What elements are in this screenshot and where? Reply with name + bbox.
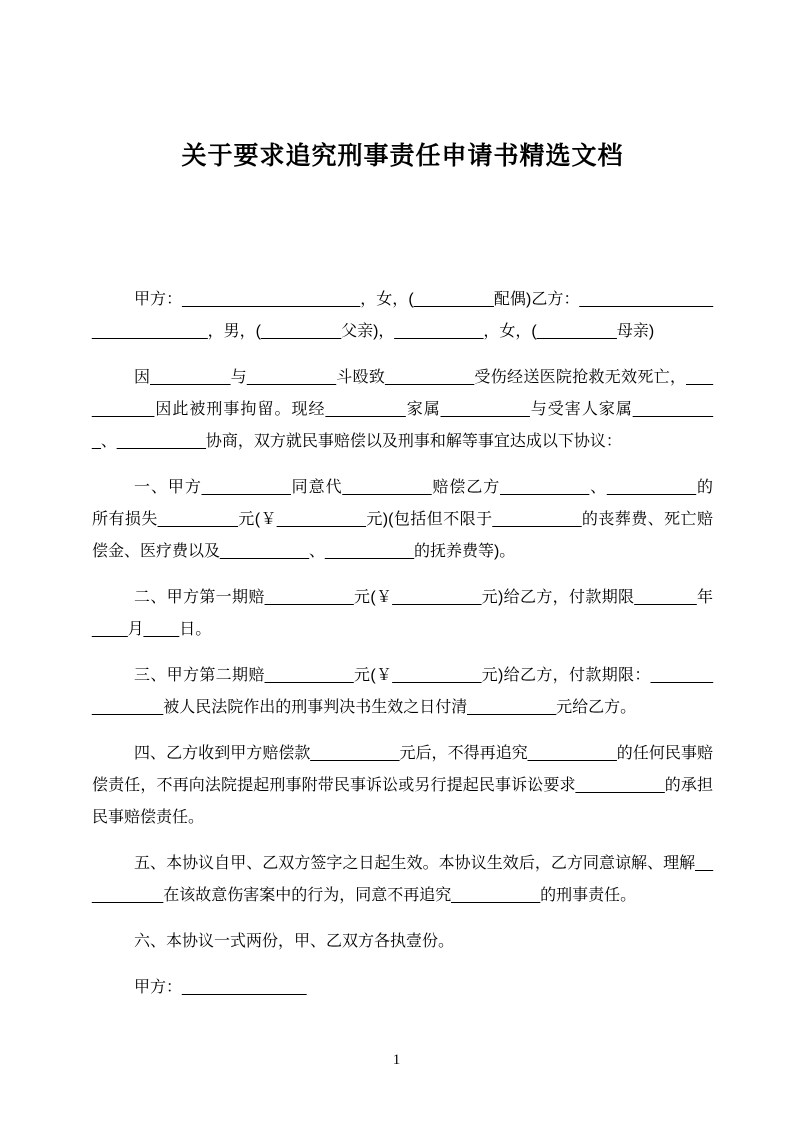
signature-party-a: 甲方：______________ — [134, 979, 307, 996]
paragraph-clause-6: 六、本协议一式两份，甲、乙双方各执壹份。 — [134, 933, 455, 950]
paragraph-background: 因_________与__________斗殴致__________受伤经送医院抢救无效死亡，__________因此被刑事拘留。现经_________家属__________与受害人家属__________、__________协商，双方就民事赔偿以及刑事和解等事宜达成以下协议： — [92, 369, 713, 450]
paragraph-party-intro: 甲方：____________________，女，(_________配偶)乙方：____________________________，男，(_________父亲)，__________，女，(_________母亲) — [92, 291, 713, 340]
document-title: 关于要求追究刑事责任申请书精选文档 — [181, 142, 624, 170]
paragraph-clause-4: 四、乙方收到甲方赔偿款__________元后，不得再追究__________的任何民事赔偿责任，不再向法院提起刑事附带民事诉讼或另行提起民事诉讼要求__________的承担民事赔偿责任。 — [92, 745, 713, 826]
paragraph-clause-5: 五、本协议自甲、乙双方签字之日起生效。本协议生效后，乙方同意谅解、理解__________在该故意伤害案中的行为，同意不再追究__________的刑事责任。 — [92, 855, 713, 904]
page-number: 1 — [392, 1052, 401, 1068]
paragraph-clause-2: 二、甲方第一期赔__________元(￥__________元)给乙方，付款期限_______年____月____日。 — [92, 589, 713, 638]
paragraph-clause-3: 三、甲方第二期赔__________元(￥__________元)给乙方，付款期限：_______________被人民法院作出的刑事判决书生效之日付清__________元给乙方。 — [92, 667, 713, 716]
paragraph-clause-1: 一、甲方__________同意代__________赔偿乙方__________、__________的所有损失_________元(￥__________元)(包括但不限于__________的丧葬费、死亡赔偿金、医疗费以及__________、__________的抚养费等)。 — [92, 479, 713, 560]
